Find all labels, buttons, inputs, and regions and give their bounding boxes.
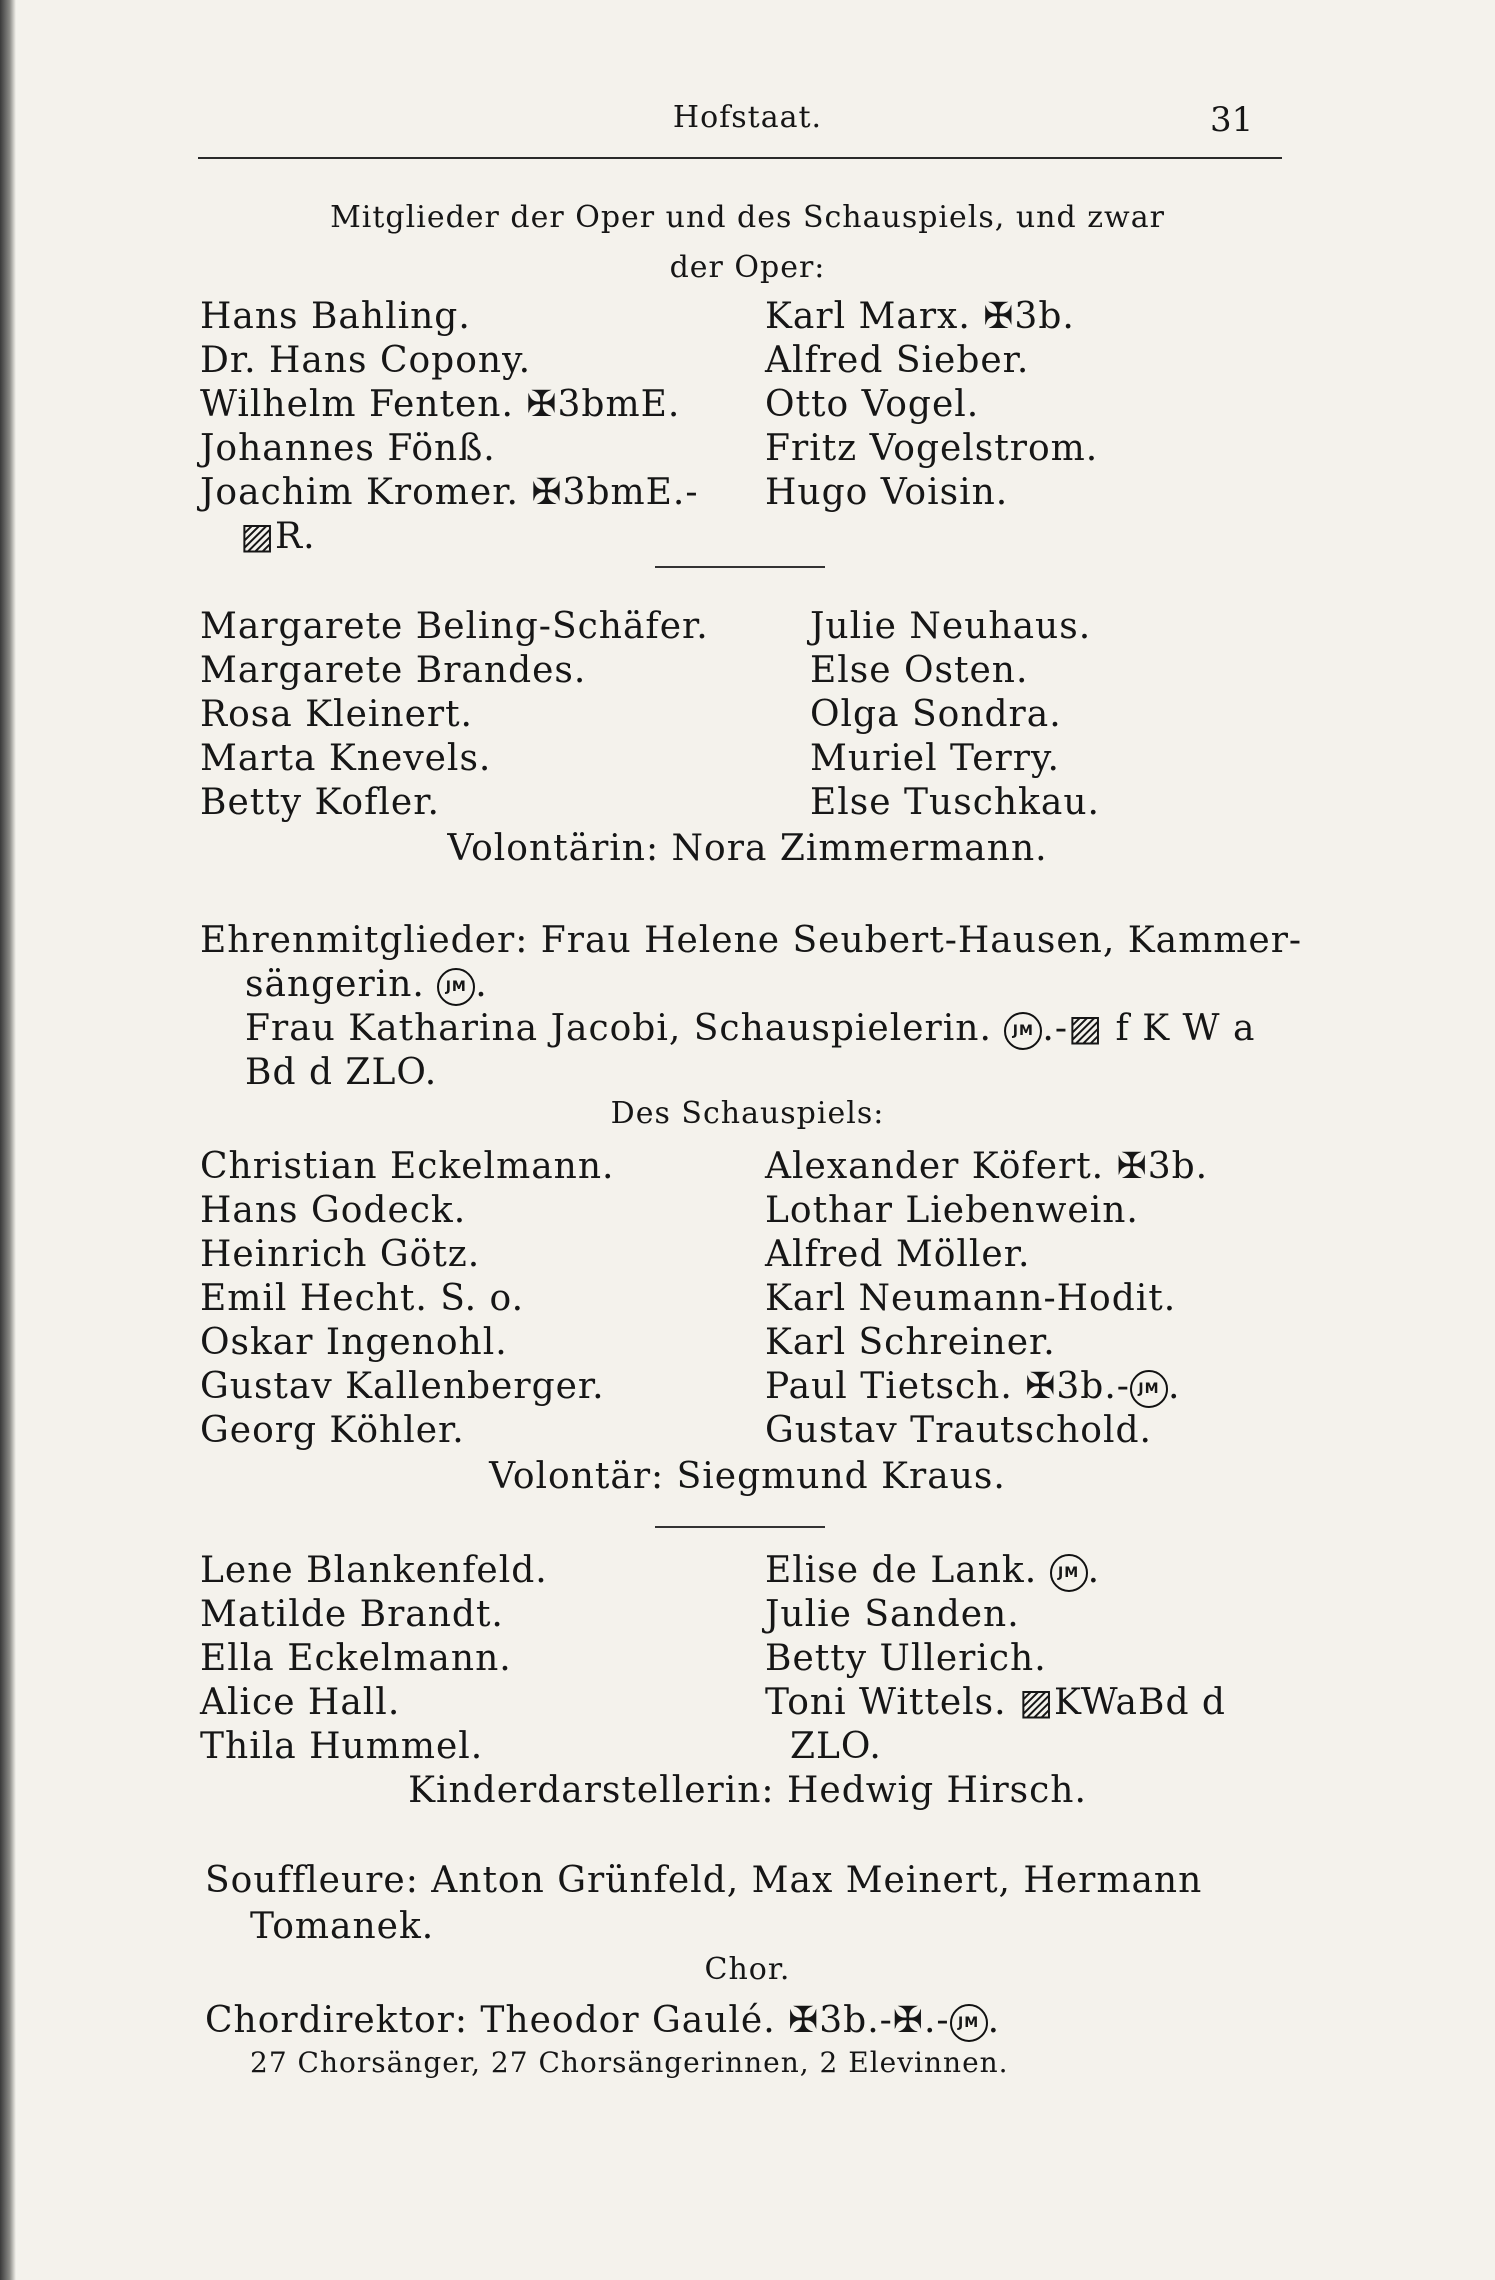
list-item: Olga Sondra. xyxy=(810,694,1062,735)
list-item: Dr. Hans Copony. xyxy=(200,340,532,381)
section-divider xyxy=(655,566,825,568)
prompters-line-2: Tomanek. xyxy=(250,1906,435,1947)
list-item: Paul Tietsch. ✠3b.- JM . xyxy=(765,1366,1181,1407)
honorary-members-line-2: sängerin. JM . xyxy=(245,964,488,1005)
list-item: Else Tuschkau. xyxy=(810,782,1100,823)
list-item: Joachim Kromer. ✠3bmE.- xyxy=(200,472,699,513)
list-item: Elise de Lank. JM . xyxy=(765,1550,1101,1591)
list-item: Rosa Kleinert. xyxy=(200,694,473,735)
list-item: Thila Hummel. xyxy=(200,1726,484,1767)
page-number: 31 xyxy=(1210,100,1254,140)
list-item: Julie Sanden. xyxy=(765,1594,1020,1635)
jm-medal-icon: JM xyxy=(1004,1012,1042,1050)
section-divider xyxy=(655,1526,825,1528)
list-item: Christian Eckelmann. xyxy=(200,1146,615,1187)
list-item: Alfred Möller. xyxy=(765,1234,1031,1275)
list-item: Alexander Köfert. ✠3b. xyxy=(765,1146,1209,1187)
list-item: ZLO. xyxy=(790,1726,882,1767)
list-item: Marta Knevels. xyxy=(200,738,492,779)
list-item: Gustav Trautschold. xyxy=(765,1410,1152,1451)
honorary-text: sängerin. xyxy=(245,964,425,1005)
list-item: ▨R. xyxy=(240,516,316,557)
list-item: Heinrich Götz. xyxy=(200,1234,481,1275)
list-item: Fritz Vogelstrom. xyxy=(765,428,1099,469)
choir-members: 27 Chorsänger, 27 Chorsängerinnen, 2 Elevinnen. xyxy=(250,2046,1009,2079)
page-binding-edge xyxy=(0,0,16,2280)
list-item: Johannes Fönß. xyxy=(200,428,496,469)
list-item: Betty Ullerich. xyxy=(765,1638,1047,1679)
list-item: Margarete Beling-Schäfer. xyxy=(200,606,709,647)
list-item: Lothar Liebenwein. xyxy=(765,1190,1139,1231)
child-actress: Kinderdarstellerin: Hedwig Hirsch. xyxy=(408,1770,1087,1811)
list-item-text: Paul Tietsch. ✠3b.- xyxy=(765,1366,1130,1407)
list-item: Alfred Sieber. xyxy=(765,340,1030,381)
list-item: Betty Kofler. xyxy=(200,782,440,823)
opera-volunteer: Volontärin: Nora Zimmermann. xyxy=(447,828,1048,869)
list-item: Matilde Brandt. xyxy=(200,1594,504,1635)
choir-director: Chordirektor: Theodor Gaulé. ✠3b.-✠.- JM . xyxy=(205,2000,1001,2041)
list-item: Georg Köhler. xyxy=(200,1410,465,1451)
list-item: Karl Schreiner. xyxy=(765,1322,1056,1363)
list-item: Lene Blankenfeld. xyxy=(200,1550,548,1591)
drama-volunteer: Volontär: Siegmund Kraus. xyxy=(489,1456,1006,1497)
honorary-text: Frau Katharina Jacobi, Schauspielerin. xyxy=(245,1008,992,1049)
list-item: Emil Hecht. S. o. xyxy=(200,1278,525,1319)
list-item: Oskar Ingenohl. xyxy=(200,1322,508,1363)
running-header: Hofstaat. xyxy=(672,100,823,135)
list-item: Otto Vogel. xyxy=(765,384,980,425)
honorary-decorations: .-▨ f K W a xyxy=(1042,1008,1256,1049)
choir-heading: Chor. xyxy=(704,1952,791,1987)
list-item: Gustav Kallenberger. xyxy=(200,1366,605,1407)
header-rule xyxy=(198,157,1282,159)
opera-heading: Mitglieder der Oper und des Schauspiels, und zwar xyxy=(330,200,1165,235)
list-item: Toni Wittels. ▨KWaBd d xyxy=(765,1682,1226,1723)
list-item: Muriel Terry. xyxy=(810,738,1060,779)
list-item: Karl Marx. ✠3b. xyxy=(765,296,1075,337)
list-item: Ella Eckelmann. xyxy=(200,1638,512,1679)
jm-medal-icon: JM xyxy=(950,2004,988,2042)
prompters-line: Souffleure: Anton Grünfeld, Max Meinert, Hermann xyxy=(205,1860,1203,1901)
jm-medal-icon: JM xyxy=(437,968,475,1006)
honorary-members-line: Ehrenmitglieder: Frau Helene Seubert-Hausen, Kammer- xyxy=(200,920,1303,961)
list-item: Margarete Brandes. xyxy=(200,650,587,691)
opera-subheading: der Oper: xyxy=(669,250,826,285)
list-item-text: Elise de Lank. xyxy=(765,1550,1038,1591)
jm-medal-icon: JM xyxy=(1050,1554,1088,1592)
honorary-members-line-4: Bd d ZLO. xyxy=(245,1052,438,1093)
drama-heading: Des Schauspiels: xyxy=(610,1096,885,1131)
list-item: Hugo Voisin. xyxy=(765,472,1009,513)
list-item: Alice Hall. xyxy=(200,1682,401,1723)
jm-medal-icon: JM xyxy=(1130,1370,1168,1408)
list-item: Hans Godeck. xyxy=(200,1190,467,1231)
list-item: Karl Neumann-Hodit. xyxy=(765,1278,1177,1319)
list-item: Julie Neuhaus. xyxy=(810,606,1092,647)
list-item: Wilhelm Fenten. ✠3bmE. xyxy=(200,384,681,425)
honorary-members-line-3 xyxy=(245,1008,1255,1050)
choir-director-text: Chordirektor: Theodor Gaulé. ✠3b.-✠.- xyxy=(205,2000,950,2041)
list-item: Else Osten. xyxy=(810,650,1029,691)
list-item: Hans Bahling. xyxy=(200,296,471,337)
